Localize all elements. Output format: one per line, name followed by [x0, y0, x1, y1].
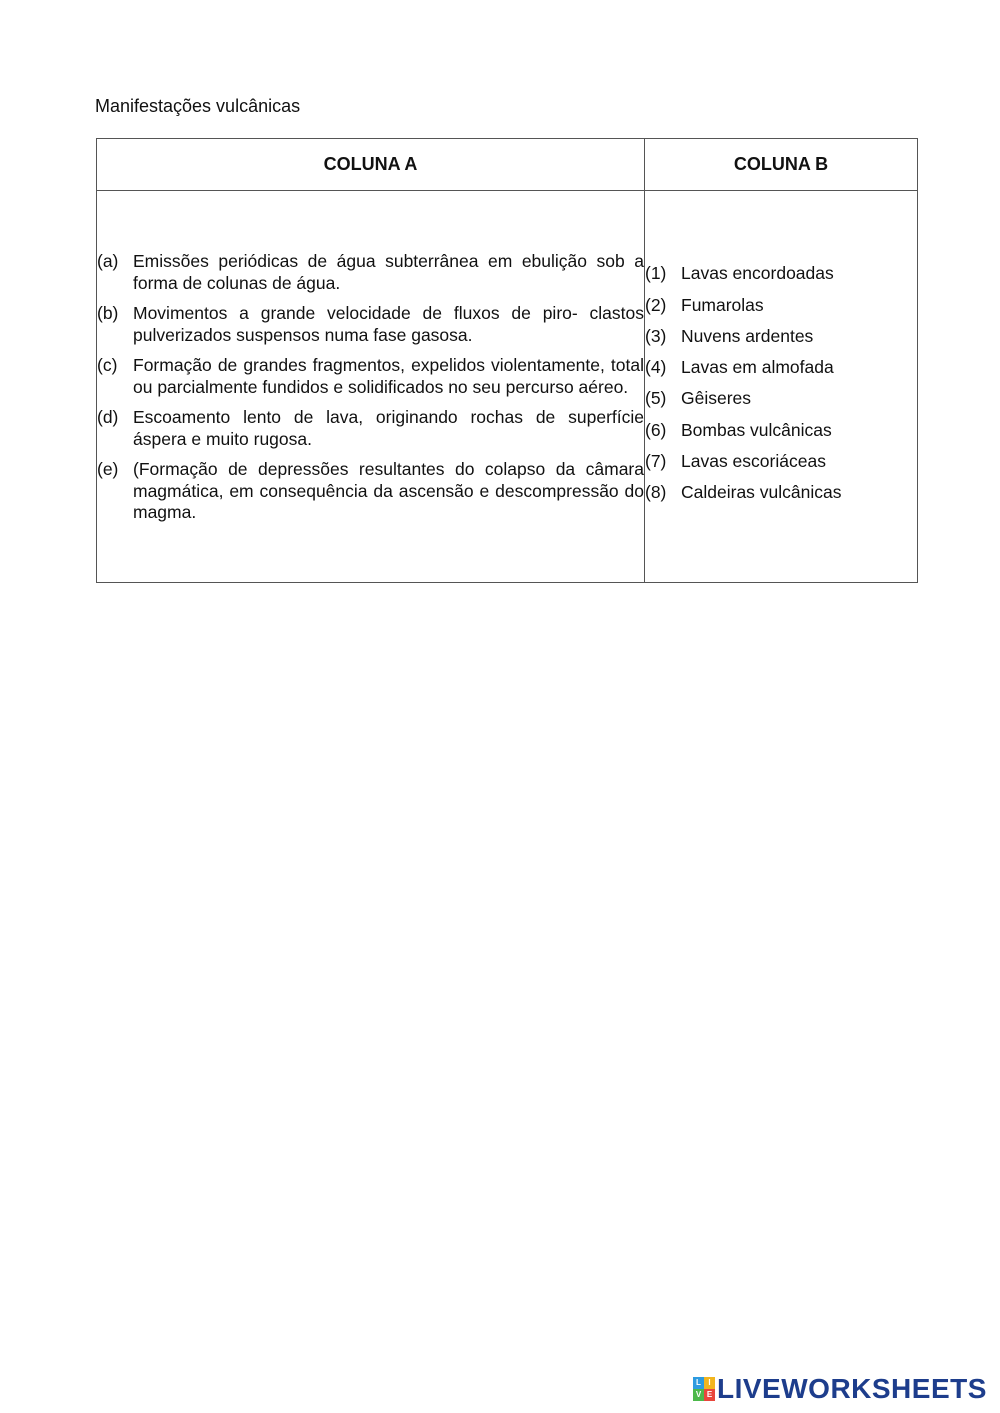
column-b-cell	[645, 191, 918, 583]
item-text: Formação de grandes fragmentos, expelidos violentamente, total ou parcialmente fundidos e solidificados no seu percurso aéreo.	[133, 355, 644, 397]
item-marker: (7)	[645, 450, 667, 471]
liveworksheets-logo-icon	[693, 1377, 715, 1401]
list-item-3	[645, 326, 917, 348]
list-item-8	[645, 482, 917, 504]
item-marker: (4)	[645, 357, 667, 378]
table-header-row	[97, 139, 918, 191]
logo-letter-e: E	[704, 1389, 715, 1401]
column-a-cell	[97, 191, 645, 583]
list-item-1	[645, 263, 917, 285]
item-marker: (3)	[645, 325, 667, 346]
item-text: (Formação de depressões resultantes do colapso da câmara magmática, em consequência da ascensão e descompressão do magma.	[133, 459, 644, 523]
item-marker: (6)	[645, 419, 667, 440]
table-body-row	[97, 191, 918, 583]
item-text: Fumarolas	[681, 294, 764, 315]
list-item-d	[97, 407, 644, 450]
column-a-header: COLUNA A	[97, 139, 645, 191]
liveworksheets-brand[interactable]	[693, 1373, 987, 1405]
logo-letter-v: V	[693, 1389, 704, 1401]
logo-letter-l: L	[693, 1377, 704, 1389]
item-marker: (1)	[645, 263, 667, 284]
item-text: Caldeiras vulcânicas	[681, 482, 842, 503]
list-item-2	[645, 295, 917, 317]
item-text: Escoamento lento de lava, originando rochas de superfície áspera e muito rugosa.	[133, 407, 644, 449]
item-marker: (8)	[645, 482, 667, 503]
list-item-4	[645, 357, 917, 379]
item-marker: (e)	[97, 459, 119, 480]
list-item-7	[645, 451, 917, 473]
item-marker: (a)	[97, 251, 119, 272]
item-text: Nuvens ardentes	[681, 325, 814, 346]
item-text: Bombas vulcânicas	[681, 419, 832, 440]
item-text: Gêiseres	[681, 388, 752, 409]
list-item-c	[97, 355, 644, 398]
column-b-header: COLUNA B	[645, 139, 918, 191]
matching-table	[96, 138, 918, 583]
page-title: Manifestações vulcânicas	[95, 96, 301, 116]
list-item-e	[97, 459, 644, 524]
logo-letter-i: I	[704, 1377, 715, 1389]
item-marker: (5)	[645, 388, 667, 409]
item-marker: (2)	[645, 294, 667, 315]
column-b-list	[645, 263, 917, 510]
item-text: Lavas encordoadas	[681, 263, 834, 284]
brand-name: LIVEWORKSHEETS	[717, 1373, 987, 1404]
column-a-list	[97, 249, 644, 524]
list-item-5	[645, 388, 917, 410]
item-text: Emissões periódicas de água subterrânea em ebulição sob a forma de colunas de água.	[133, 251, 644, 293]
item-marker: (c)	[97, 355, 118, 376]
item-marker: (b)	[97, 303, 119, 324]
item-text: Lavas escoriáceas	[681, 450, 826, 471]
item-text: Movimentos a grande velocidade de fluxos de piro- clastos pulverizados suspensos numa fase gasosa.	[133, 303, 644, 345]
list-item-6	[645, 420, 917, 442]
list-item-a	[97, 251, 644, 294]
item-text: Lavas em almofada	[681, 357, 834, 378]
item-marker: (d)	[97, 407, 119, 428]
list-item-b	[97, 303, 644, 346]
